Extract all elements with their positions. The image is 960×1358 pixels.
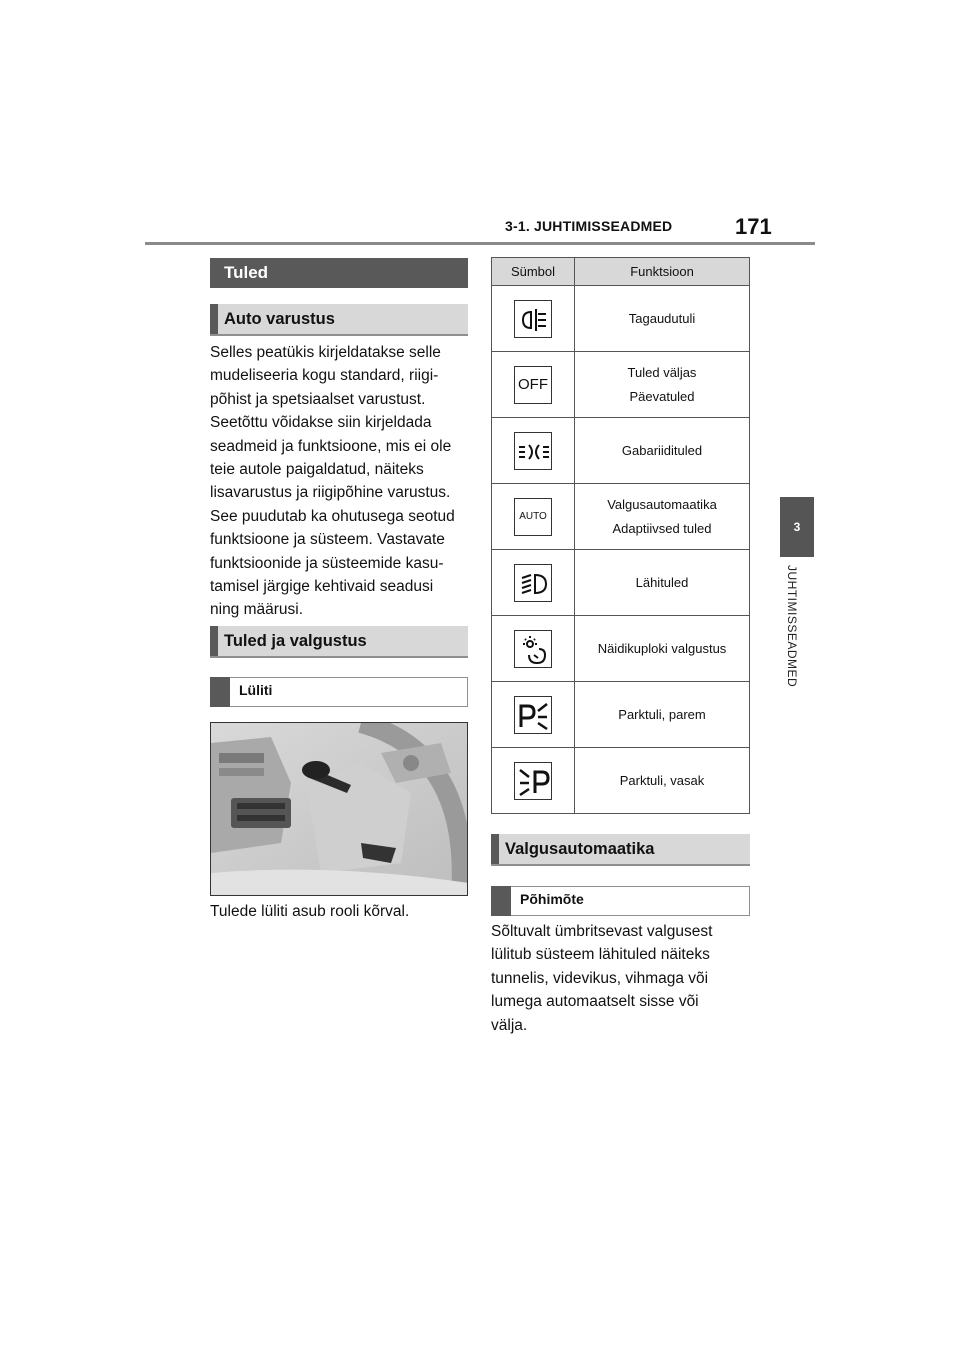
principle-paragraph: Sõltuvalt ümbritsevast valgusest lülitub süsteem lähituled näiteks tunnelis, videvikus, vihmaga või lumega automaatselt sisse või välja. [491,923,713,1034]
table-row [492,484,750,550]
function-text: Gabariidituled [575,418,750,484]
parking-lights-icon [514,432,552,470]
intro-paragraph: Selles peatükis kirjeldatakse selle mudeliseeria kogu standard, riigi- põhist ja spetsiaalset varustust. Seetõttu võidakse siin kirjeldada seadmeid ja funktsioone, mis ei ole teie autole paigaldatud, näiteks lisavarustus ja riigipõhine varustus. See puudutab ka ohutusega seotud funktsioone ja süsteem. Vastavate funktsioonide ja süsteemide kasu- tamisel järgige kehtivaid seadusi ning määrusi. [210,344,455,619]
symbol-table [491,257,750,814]
table-header-row [492,258,750,286]
chapter-side-label: JUHTIMISSEADMED [785,565,799,688]
page-number: 171 [735,214,772,239]
rear-fog-light-icon [514,300,552,338]
chapter-tab[interactable]: 3 [780,497,814,557]
parking-light-right-icon [514,696,552,734]
subheading-tuled-ja-valgustus: Tuled ja valgustus [210,626,468,658]
figure-caption: Tulede lüliti asub rooli kõrval. [210,903,410,920]
table-row [492,286,750,352]
subheading-pohimote: Põhimõte [491,886,750,916]
light-switch-photo [210,722,468,896]
table-row [492,550,750,616]
subheading-luliti: Lüliti [210,677,468,707]
function-text: Näidikuploki valgustus [575,616,750,682]
table-row [492,352,750,418]
table-row [492,616,750,682]
function-text: Parktuli, parem [575,682,750,748]
parking-light-left-icon [514,762,552,800]
table-row [492,682,750,748]
instrument-lighting-icon [514,630,552,668]
off-icon: OFF [514,366,552,404]
column-header-symbol: Sümbol [492,258,575,286]
function-text: Lähituled [575,550,750,616]
table-row [492,418,750,484]
heading-tuled: Tuled [210,258,468,288]
function-text: Tagaudutuli [575,286,750,352]
header-rule [145,242,815,245]
function-text: Tuled väljas Päevatuled [575,352,750,418]
low-beam-icon [514,564,552,602]
section-label: 3-1. JUHTIMISSEADMED [505,218,673,234]
table-row [492,748,750,814]
subheading-valgusautomaatika: Valgusautomaatika [491,834,750,866]
function-text: Parktuli, vasak [575,748,750,814]
function-text: Valgusautomaatika Adaptiivsed tuled [575,484,750,550]
auto-icon: AUTO [514,498,552,536]
subheading-auto-varustus: Auto varustus [210,304,468,336]
column-header-function: Funktsioon [575,258,750,286]
